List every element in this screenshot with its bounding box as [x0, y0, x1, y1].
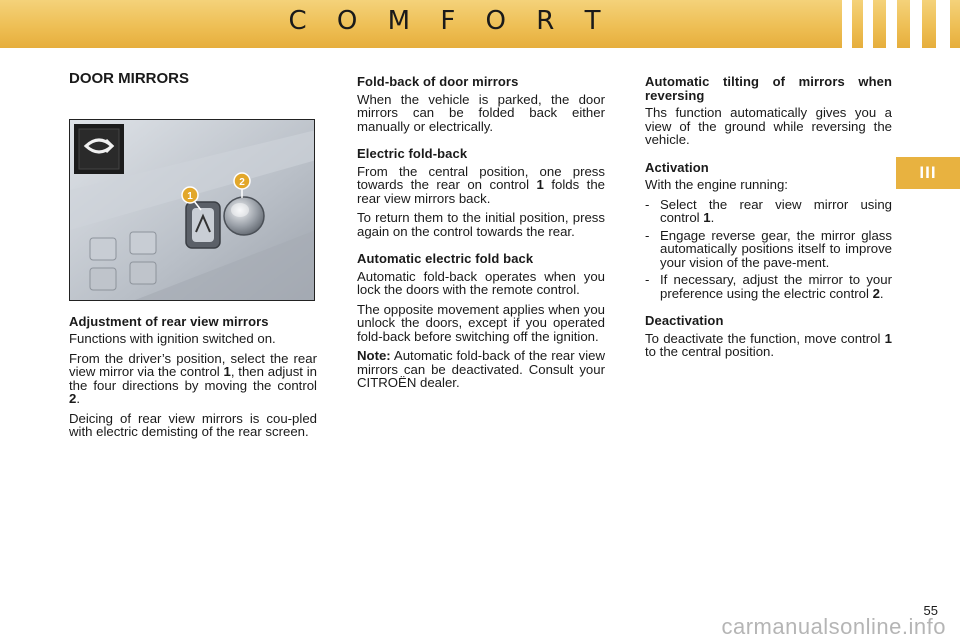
activation-text: With the engine running:	[645, 177, 788, 192]
activation-steps	[645, 198, 892, 301]
header-bar	[0, 0, 960, 48]
electric-fold-back-text: From the central position, one press towards the rear on control 1 folds the rear view mirrors back.	[357, 163, 605, 206]
page-number: 55	[923, 603, 938, 618]
header-title: C O M F O R T	[288, 6, 612, 36]
section-tab[interactable]: III	[896, 157, 960, 189]
ignition-text: Functions with ignition switched on.	[69, 331, 276, 346]
auto-tilt-text: Ths function automatically gives you a view of the ground while reversing the vehicle.	[645, 105, 892, 147]
auto-fold-text-1: Automatic fold-back operates when you lock the doors with the remote control.	[357, 268, 605, 297]
header-stripes	[842, 0, 960, 48]
column-1	[69, 72, 317, 445]
fold-back-heading: Fold-back of door mirrors	[357, 74, 519, 89]
mirror-control-illustration	[70, 120, 315, 301]
column-3	[645, 75, 892, 365]
callout-1: 1	[187, 190, 193, 202]
deactivation-text: To deactivate the function, move control 1 to the central position.	[645, 330, 892, 359]
auto-fold-back-heading: Automatic electric fold back	[357, 251, 534, 266]
note-text: Note: Automatic fold-back of the rear view mirrors can be deactivated. Consult your CITROËN dealer.	[357, 348, 605, 390]
list-item: - Select the rear view mirror using control 1.	[645, 198, 892, 225]
deicing-text: Deicing of rear view mirrors is cou-pled with electric demisting of the rear screen.	[69, 410, 317, 439]
activation-heading: Activation	[645, 159, 709, 175]
adjustment-heading: Adjustment of rear view mirrors	[69, 313, 269, 329]
auto-tilt-heading: Automatic tilting of mirrors when reversing	[645, 74, 892, 103]
list-item: - Engage reverse gear, the mirror glass automatically positions itself to improve your vision of the pave-ment.	[645, 229, 892, 270]
adjust-text: From the driver’s position, select the rear view mirror via the control 1, then adjust in the four directions by moving the control 2.	[69, 350, 317, 406]
callout-2: 2	[239, 176, 245, 188]
list-item: - If necessary, adjust the mirror to your preference using the electric control 2.	[645, 273, 892, 300]
fold-back-text: When the vehicle is parked, the door mirrors can be folded back either manually or electrically.	[357, 91, 605, 134]
mirror-control-photo	[69, 119, 315, 301]
watermark[interactable]: carmanualsonline.info	[721, 614, 946, 639]
return-text: To return them to the initial position, press again on the control towards the rear.	[357, 210, 605, 239]
section-title: DOOR MIRRORS	[69, 70, 189, 87]
column-2	[357, 75, 605, 396]
auto-fold-text-2: The opposite movement applies when you unlock the doors, except if you operated fold-back before switching off the ignition.	[357, 301, 605, 344]
electric-fold-back-heading: Electric fold-back	[357, 146, 468, 161]
deactivation-heading: Deactivation	[645, 313, 724, 328]
